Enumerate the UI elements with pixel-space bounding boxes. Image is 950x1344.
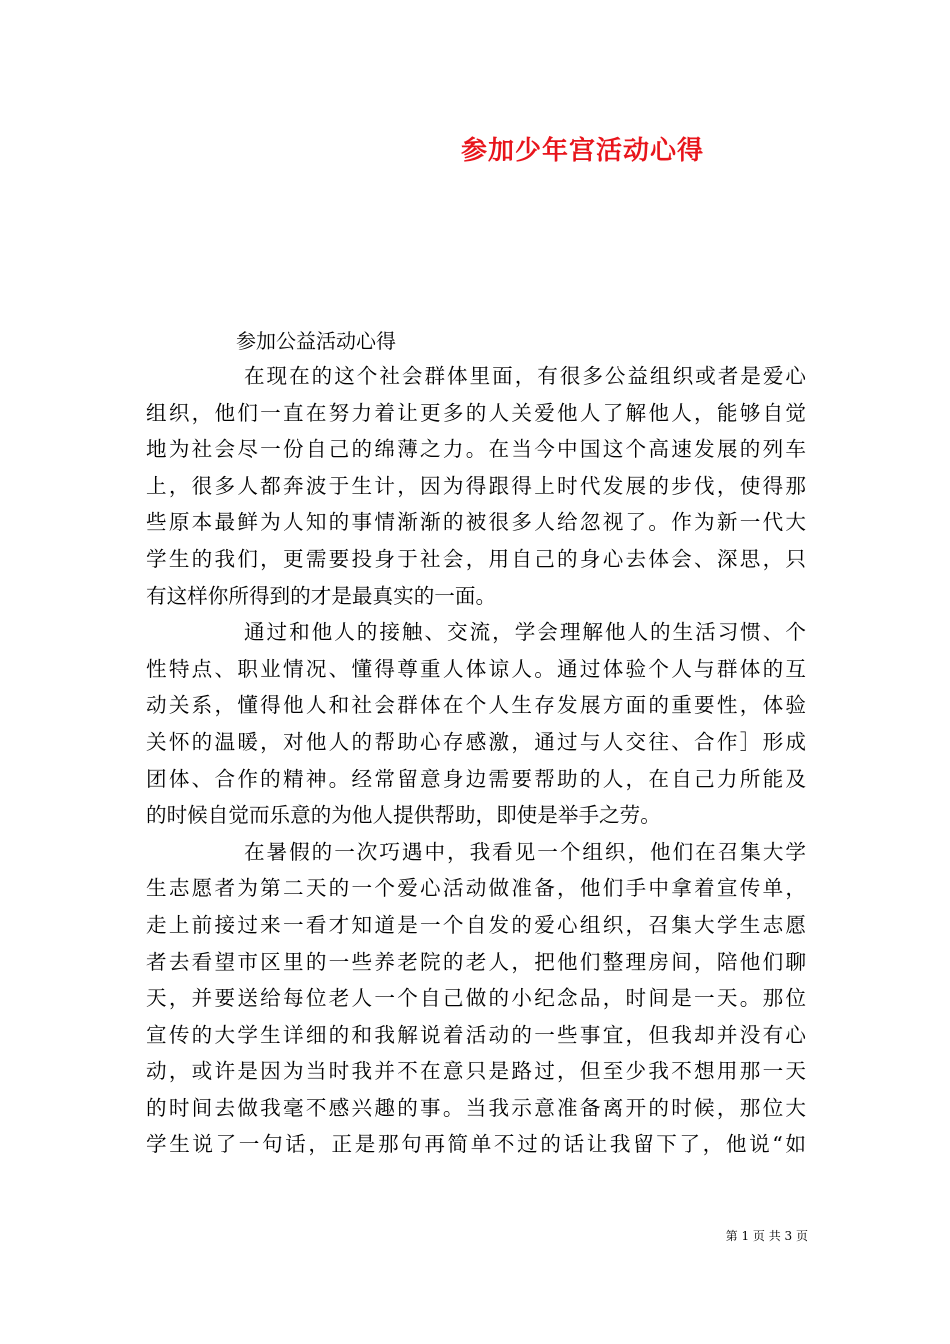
document-body — [146, 358, 806, 1163]
paragraph-2 — [146, 614, 806, 834]
paragraph-line: 地为社会尽一份自己的绵薄之力。在当今中国这个高速发展的列车 — [146, 437, 806, 462]
paragraph-line: 动关系，懂得他人和社会群体在个人生存发展方面的重要性，体验 — [146, 693, 806, 718]
paragraph-line: 天，并要送给每位老人一个自己做的小纪念品，时间是一天。那位 — [146, 986, 806, 1011]
document-title: 参加少年宫活动心得 — [460, 136, 704, 166]
page-number-footer: 第 1 页 共 3 页 — [725, 1229, 808, 1243]
paragraph-line: 组织，他们一直在努力着让更多的人关爱他人了解他人，能够自觉 — [146, 400, 806, 425]
paragraph-line: 在暑假的一次巧遇中，我看见一个组织，他们在召集大学 — [244, 839, 806, 864]
paragraph-1 — [146, 358, 806, 614]
paragraph-line: 性特点、职业情况、懂得尊重人体谅人。通过体验个人与群体的互 — [146, 656, 806, 681]
paragraph-line: 些原本最鲜为人知的事情渐渐的被很多人给忽视了。作为新一代大 — [146, 510, 806, 535]
paragraph-line: 宣传的大学生详细的和我解说着活动的一些事宜，但我却并没有心 — [146, 1022, 806, 1047]
paragraph-line: 关怀的温暖，对他人的帮助心存感激，通过与人交往、合作］形成 — [146, 729, 806, 754]
document-subtitle: 参加公益活动心得 — [236, 329, 396, 353]
paragraph-line: 学生说了一句话，正是那句再简单不过的话让我留下了，他说“如 — [146, 1132, 806, 1157]
paragraph-line: 生志愿者为第二天的一个爱心活动做准备，他们手中拿着宣传单， — [146, 876, 806, 901]
paragraph-line: 通过和他人的接触、交流，学会理解他人的生活习惯、个 — [244, 620, 806, 645]
paragraph-line: 有这样你所得到的才是最真实的一面。 — [146, 583, 497, 608]
paragraph-3 — [146, 834, 806, 1163]
paragraph-line: 动，或许是因为当时我并不在意只是路过，但至少我不想用那一天 — [146, 1059, 806, 1084]
paragraph-line: 走上前接过来一看才知道是一个自发的爱心组织，召集大学生志愿 — [146, 912, 806, 937]
paragraph-line: 的时间去做我毫不感兴趣的事。当我示意准备离开的时候，那位大 — [146, 1095, 806, 1120]
paragraph-line: 在现在的这个社会群体里面，有很多公益组织或者是爱心 — [244, 364, 806, 388]
paragraph-line: 学生的我们，更需要投身于社会，用自己的身心去体会、深思，只 — [146, 546, 806, 571]
paragraph-line: 团体、合作的精神。经常留意身边需要帮助的人，在自己力所能及 — [146, 766, 806, 791]
paragraph-line: 上，很多人都奔波于生计，因为得跟得上时代发展的步伐，使得那 — [146, 473, 806, 498]
paragraph-line: 者去看望市区里的一些养老院的老人，把他们整理房间，陪他们聊 — [146, 949, 806, 974]
paragraph-line: 的时候自觉而乐意的为他人提供帮助，即使是举手之劳。 — [146, 803, 661, 828]
